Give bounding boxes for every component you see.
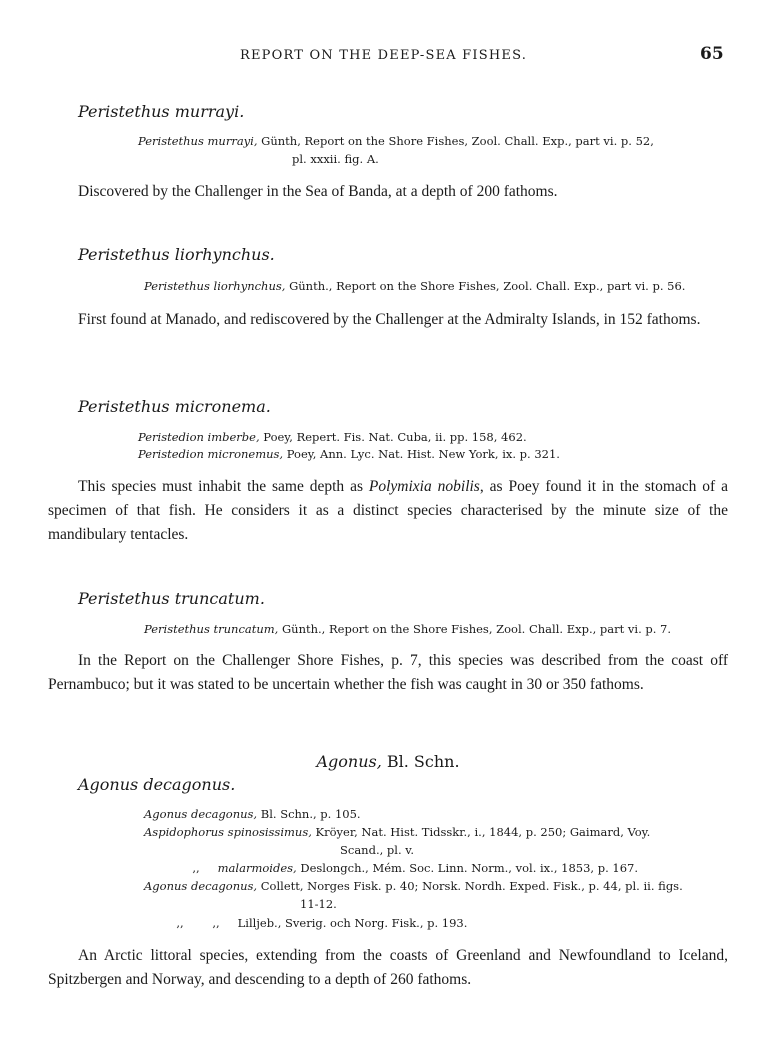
reference-continuation: Scand., pl. v.: [340, 843, 415, 857]
reference-micronema-1: [138, 429, 527, 446]
species-title-agonus-decagonus: Agonus decagonus.: [78, 775, 236, 794]
reference-taxon: Peristedion micronemus,: [138, 447, 284, 461]
reference-citation: Bl. Schn., p. 105.: [257, 807, 361, 821]
paragraph-agonus-decagonus: [48, 944, 728, 992]
reference-agonus-2: [144, 824, 650, 841]
reference-citation: Günth, Report on the Shore Fishes, Zool. Chall. Exp., part vi. p. 52,: [257, 134, 654, 148]
reference-taxon: Peristethus liorhynchus,: [144, 279, 286, 293]
paragraph-truncatum: [48, 649, 728, 697]
paragraph-text: First found at Manado, and rediscovered by the Challenger at the Admiralty Islands, in 152 fathoms.: [78, 311, 701, 328]
ditto-mark: ,,: [212, 916, 220, 930]
reference-taxon: Peristethus truncatum,: [144, 622, 279, 636]
reference-taxon: Peristedion imberbe,: [138, 430, 260, 444]
reference-agonus-1: [144, 806, 361, 823]
reference-taxon: Aspidophorus spinosissimus,: [144, 825, 312, 839]
ditto-mark: ,,: [176, 916, 184, 930]
page-header: [0, 44, 776, 68]
reference-agonus-4: [144, 878, 683, 895]
species-title-liorhynchus: Peristethus liorhynchus.: [78, 245, 275, 264]
reference-continuation: pl. xxxii. fig. A.: [292, 152, 379, 166]
reference-citation: Deslongch., Mém. Soc. Linn. Norm., vol. ix., 1853, p. 167.: [296, 861, 638, 875]
paragraph-murrayi: [48, 180, 728, 204]
paragraph-liorhynchus: [48, 308, 728, 332]
running-title: REPORT ON THE DEEP-SEA FISHES.: [240, 48, 528, 63]
species-title-murrayi: Peristethus murrayi.: [78, 102, 245, 121]
paragraph-text: [48, 475, 728, 547]
reference-citation: Poey, Ann. Lyc. Nat. Hist. New York, ix. p. 321.: [283, 447, 560, 461]
paragraph-taxon: Polymixia nobilis: [368, 478, 480, 495]
reference-citation: Lilljeb., Sverig. och Norg. Fisk., p. 193.: [237, 916, 468, 930]
species-title-truncatum: Peristethus truncatum.: [78, 589, 265, 608]
reference-citation: Poey, Repert. Fis. Nat. Cuba, ii. pp. 158, 462.: [259, 430, 527, 444]
paragraph-text: In the Report on the Challenger Shore Fishes, p. 7, this species was described from the coast off Pernambuco; but it was stated to be uncertain whether the fish was caught in 30 or 350 fathoms.: [48, 652, 728, 693]
genus-author: Bl. Schn.: [381, 752, 460, 771]
paragraph-text: Discovered by the Challenger in the Sea of Banda, at a depth of 200 fathoms.: [78, 183, 558, 200]
genus-title-agonus: [0, 752, 776, 771]
reference-taxon: Peristethus murrayi,: [138, 134, 258, 148]
reference-citation: Günth., Report on the Shore Fishes, Zool. Chall. Exp., part vi. p. 7.: [278, 622, 672, 636]
page-number: 65: [700, 44, 724, 64]
reference-liorhynchus: [144, 278, 685, 295]
reference-truncatum: [144, 621, 671, 638]
species-title-micronema: Peristethus micronema.: [78, 397, 271, 416]
paragraph-text-part: , as Poey found it in the stomach of a specimen of that fish. He considers it as a distinct species characterised by the minute size of the mandibulary tentacles.: [48, 478, 728, 543]
reference-taxon: Agonus decagonus,: [144, 807, 258, 821]
reference-agonus-3: [178, 860, 638, 877]
reference-micronema-2: [138, 446, 560, 463]
genus-name: Agonus,: [316, 752, 382, 771]
reference-continuation: 11-12.: [300, 897, 337, 911]
reference-taxon: malarmoides,: [217, 861, 297, 875]
reference-agonus-5: [162, 915, 467, 932]
paragraph-text-part: This species must inhabit the same depth as: [78, 478, 369, 495]
paragraph-micronema: [48, 475, 728, 547]
reference-taxon: Agonus decagonus,: [144, 879, 258, 893]
reference-citation: Collett, Norges Fisk. p. 40; Norsk. Nordh. Exped. Fisk., p. 44, pl. ii. figs.: [257, 879, 683, 893]
paragraph-text: An Arctic littoral species, extending from the coasts of Greenland and Newfoundland to Iceland, Spitzbergen and Norway, and descending to a depth of 260 fathoms.: [48, 947, 728, 988]
ditto-mark: ,,: [192, 861, 200, 875]
reference-citation: Kröyer, Nat. Hist. Tidsskr., i., 1844, p. 250; Gaimard, Voy.: [311, 825, 651, 839]
reference-murrayi: [138, 133, 654, 150]
reference-citation: Günth., Report on the Shore Fishes, Zool. Chall. Exp., part vi. p. 56.: [285, 279, 686, 293]
